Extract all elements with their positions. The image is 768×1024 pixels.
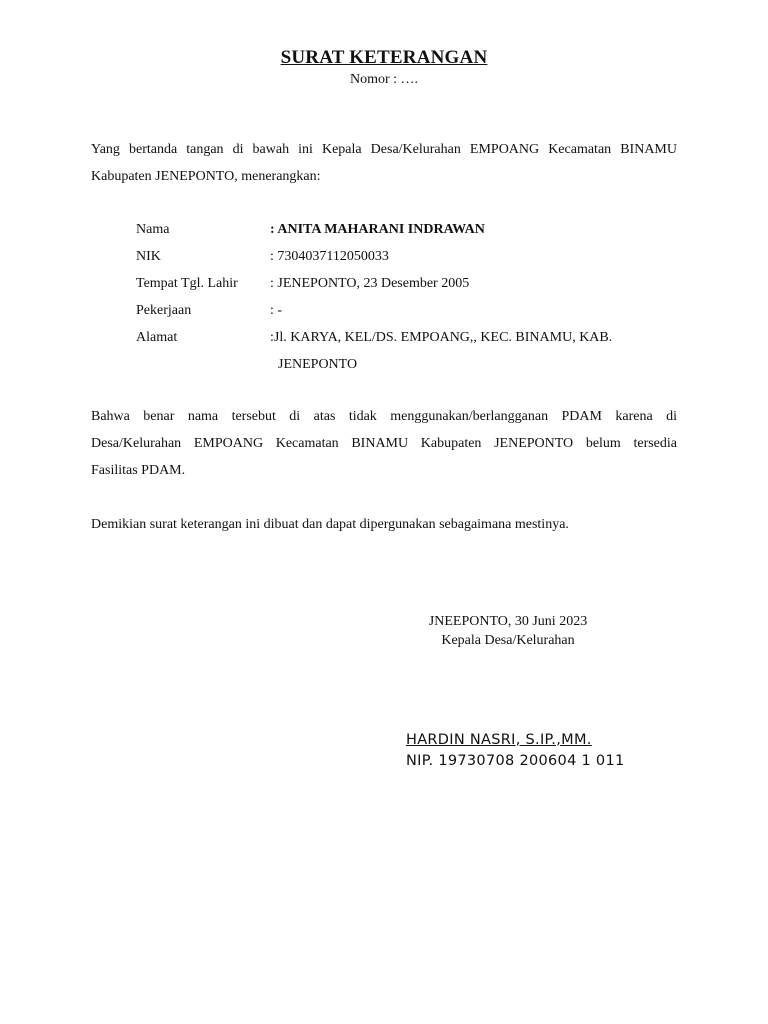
field-value-wrap — [270, 216, 676, 243]
field-row-birth — [136, 270, 676, 297]
closing-text: Demikian surat keterangan ini dibuat dan dapat dipergunakan sebagaimana mestinya. — [91, 517, 569, 532]
official-name: HARDIN NASRI, S.IP.,MM. — [406, 732, 592, 748]
field-label: NIK — [136, 249, 161, 264]
field-label: Pekerjaan — [136, 303, 192, 318]
field-separator: : — [270, 249, 278, 264]
field-label: Nama — [136, 222, 170, 237]
statement-line-1: Bahwa benar nama tersebut di atas tidak menggunakan/berlangganan PDAM karena di — [91, 409, 677, 424]
field-value: Jl. KARYA, KEL/DS. EMPOANG,, KEC. BINAMU, KAB. — [273, 330, 613, 345]
field-row-address — [136, 324, 676, 351]
official-nip: NIP. 19730708 200604 1 011 — [406, 753, 625, 769]
closing-paragraph — [91, 511, 677, 538]
field-row-occupation — [136, 297, 676, 324]
signatory-position: Kepala Desa/Kelurahan — [441, 633, 575, 648]
intro-line-1: Yang bertanda tangan di bawah ini Kepala Desa/Kelurahan EMPOANG Kecamatan BINAMU — [91, 142, 677, 157]
field-label: Alamat — [136, 330, 178, 345]
document-title: SURAT KETERANGAN — [280, 47, 488, 68]
identity-fields — [136, 216, 676, 378]
field-value: - — [277, 303, 283, 318]
address-continuation: JENEPONTO — [278, 357, 358, 372]
field-row-name — [136, 216, 676, 243]
signature-block — [386, 612, 630, 650]
field-separator: : — [270, 303, 278, 318]
field-value: JENEPONTO, 23 Desember 2005 — [277, 276, 470, 291]
field-separator: : — [270, 222, 278, 237]
statement-line-3: Fasilitas PDAM. — [91, 463, 186, 478]
official-info — [406, 730, 625, 772]
statement-paragraph — [91, 403, 677, 484]
place-date: JNEEPONTO, 30 Juni 2023 — [428, 614, 588, 629]
statement-line-2: Desa/Kelurahan EMPOANG Kecamatan BINAMU Kabupaten JENEPONTO belum tersedia — [91, 436, 677, 451]
intro-paragraph — [91, 136, 677, 190]
field-value: 7304037112050033 — [277, 249, 389, 264]
document-number: Nomor : …. — [349, 72, 419, 87]
field-value-wrap — [270, 270, 676, 297]
field-value-wrap — [270, 297, 676, 324]
field-label: Tempat Tgl. Lahir — [136, 276, 238, 291]
field-value-wrap — [270, 324, 676, 351]
field-value-wrap — [270, 243, 676, 270]
field-row-nik — [136, 243, 676, 270]
field-value: ANITA MAHARANI INDRAWAN — [277, 222, 485, 237]
intro-line-2: Kabupaten JENEPONTO, menerangkan: — [91, 169, 321, 184]
field-separator: : — [270, 276, 278, 291]
field-separator: : — [270, 330, 274, 345]
